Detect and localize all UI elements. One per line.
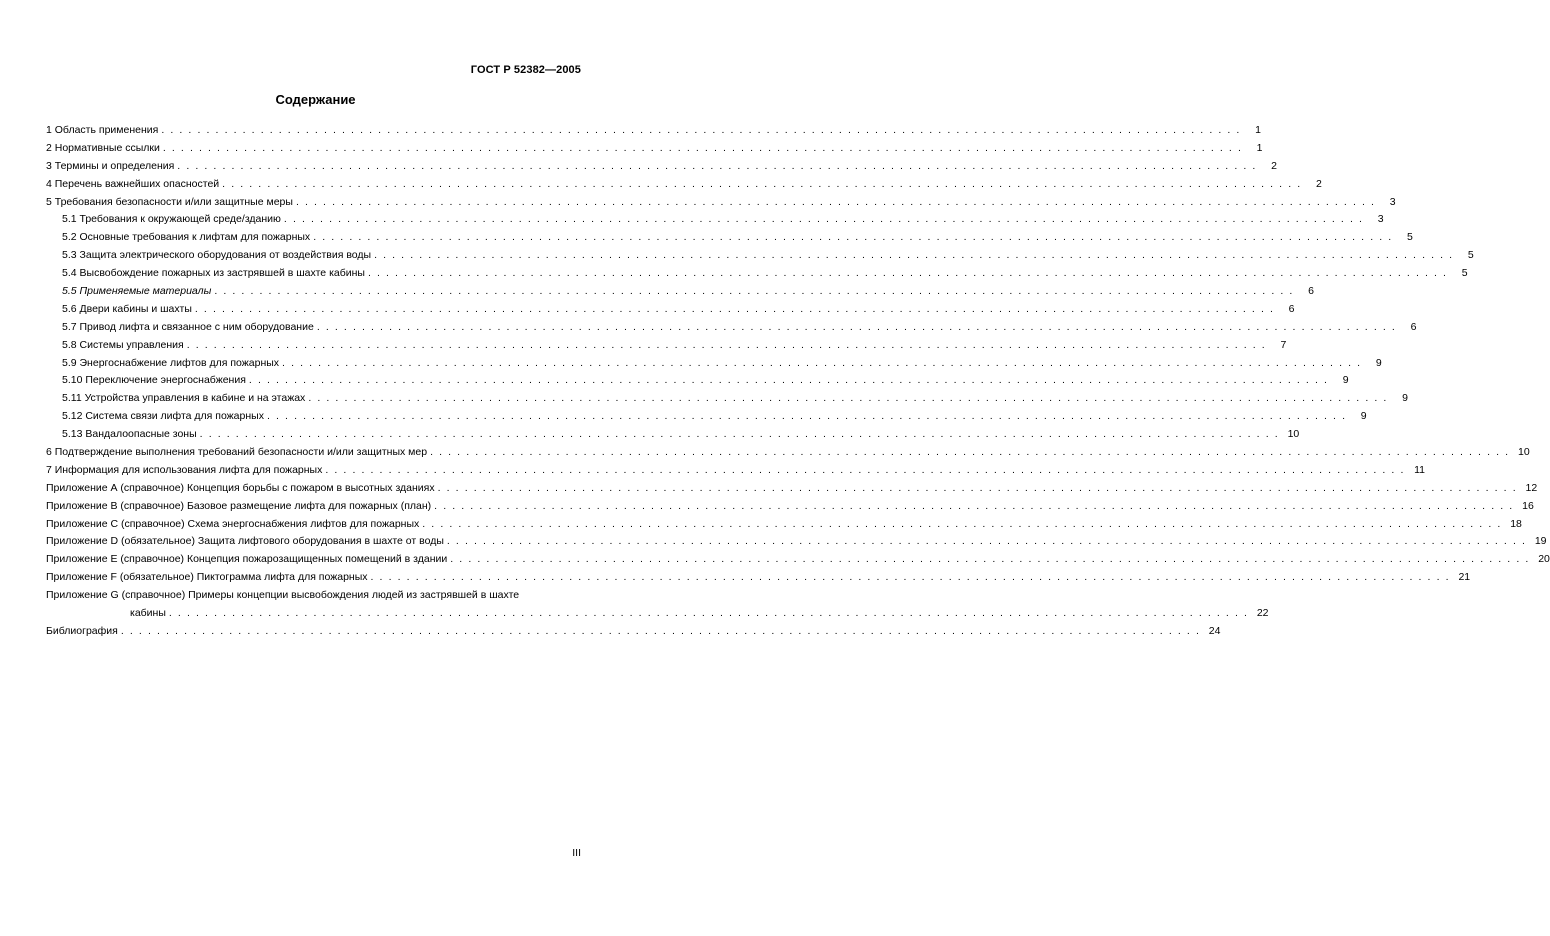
toc-leader-dots: . . . . . . . . . . . . . . . . . . . . . . . . . . . . . . . . . . . . . . . . . . . . . . . . . . . . . . . . . . . . . . . . . . . . . . . . . . . . . . . . . . . . . . . . . . . . . . . . . . . . . . . . . . . . . . . . . . . . . . . .: [308, 392, 1388, 405]
toc-entry-page: 22: [1256, 607, 1269, 620]
toc-leader-dots: . . . . . . . . . . . . . . . . . . . . . . . . . . . . . . . . . . . . . . . . . . . . . . . . . . . . . . . . . . . . . . . . . . . . . . . . . . . . . . . . . . . . . . . . . . . . . . . . . . . . . . . . . . . . . . . . . . . . . . . .: [194, 302, 1275, 315]
toc-entry-page: 5: [1406, 231, 1413, 244]
toc-entry-label: 5.5 Применяемые материалы: [62, 285, 212, 298]
toc-entry-label: 6 Подтверждение выполнения требований безопасности и/или защитных мер: [46, 446, 428, 459]
toc-subentry: [46, 390, 1408, 408]
document-id: ГОСТ Р 52382—2005: [470, 64, 581, 76]
toc-entry-label: Приложение D (обязательное) Защита лифтового оборудования в шахте от воды: [46, 535, 444, 548]
toc-entry-page: 5: [1461, 267, 1468, 280]
toc-entry-label: 7 Информация для использования лифта для пожарных: [46, 463, 323, 476]
toc-subentry: [46, 372, 1349, 390]
toc-entry-page: 3: [1389, 195, 1396, 208]
toc-entry-page: 6: [1410, 320, 1417, 333]
toc-entry-label: 5.4 Высвобождение пожарных из застрявшей в шахте кабины: [62, 267, 365, 280]
toc-entry-page: 9: [1375, 356, 1382, 369]
toc-entry-label: 3 Термины и определения: [46, 159, 175, 172]
toc-entry-label-continuation: кабины: [130, 607, 166, 620]
toc-entry: [46, 623, 1221, 641]
toc-entry-label: 5.8 Системы управления: [62, 338, 184, 351]
toc-leader-dots: . . . . . . . . . . . . . . . . . . . . . . . . . . . . . . . . . . . . . . . . . . . . . . . . . . . . . . . . . . . . . . . . . . . . . . . . . . . . . . . . . . . . . . . . . . . . . . . . . . . . . . . . . . . . . . . . . . . . . . . .: [214, 285, 1294, 298]
toc-entry: [46, 587, 1269, 623]
toc-entry-page: 9: [1342, 374, 1349, 387]
page-number: III: [572, 847, 581, 859]
toc-entry: [46, 176, 1322, 194]
toc-entry-page: 9: [1360, 410, 1367, 423]
toc-entry-page: 3: [1377, 213, 1384, 226]
toc-entry: [46, 533, 1547, 551]
toc-leader-dots: . . . . . . . . . . . . . . . . . . . . . . . . . . . . . . . . . . . . . . . . . . . . . . . . . . . . . . . . . . . . . . . . . . . . . . . . . . . . . . . . . . . . . . . . . . . . . . . . . . . . . . . . . . . . . . . . . . . . . . . .: [422, 517, 1502, 530]
toc-entry-page: 9: [1402, 392, 1408, 405]
toc-leader-dots: . . . . . . . . . . . . . . . . . . . . . . . . . . . . . . . . . . . . . . . . . . . . . . . . . . . . . . . . . . . . . . . . . . . . . . . . . . . . . . . . . . . . . . . . . . . . . . . . . . . . . . . . . . . . . . . . . . . . . . . .: [446, 535, 1527, 548]
toc-entry-page: 2: [1315, 177, 1322, 190]
toc-entry-page: 10: [1287, 428, 1300, 441]
toc-subentry: [46, 408, 1367, 426]
toc-entry-label: Приложение С (справочное) Схема энергоснабжения лифтов для пожарных: [46, 517, 420, 530]
toc-entry-label: 5.6 Двери кабины и шахты: [62, 302, 192, 315]
toc-leader-dots: . . . . . . . . . . . . . . . . . . . . . . . . . . . . . . . . . . . . . . . . . . . . . . . . . . . . . . . . . . . . . . . . . . . . . . . . . . . . . . . . . . . . . . . . . . . . . . . . . . . . . . . . . . . . . . . . . . . . . . . .: [374, 249, 1454, 262]
toc-leader-dots: . . . . . . . . . . . . . . . . . . . . . . . . . . . . . . . . . . . . . . . . . . . . . . . . . . . . . . . . . . . . . . . . . . . . . . . . . . . . . . . . . . . . . . . . . . . . . . . . . . . . . . . . . . . . . . . . . . . . . . . .: [282, 356, 1362, 369]
toc-entry-label: Приложение G (справочное) Примеры концепции высвобождения людей из застрявшей в шахте: [46, 589, 520, 602]
toc-entry-page: 19: [1534, 535, 1547, 548]
toc-entry-page: 18: [1510, 517, 1522, 530]
toc-entry-page: 6: [1288, 302, 1295, 315]
toc-entry-page: 10: [1518, 446, 1530, 459]
toc-leader-dots: . . . . . . . . . . . . . . . . . . . . . . . . . . . . . . . . . . . . . . . . . . . . . . . . . . . . . . . . . . . . . . . . . . . . . . . . . . . . . . . . . . . . . . . . . . . . . . . . . . . . . . . . . . . . . . . . . . . . . . . .: [248, 374, 1329, 387]
toc-leader-dots: . . . . . . . . . . . . . . . . . . . . . . . . . . . . . . . . . . . . . . . . . . . . . . . . . . . . . . . . . . . . . . . . . . . . . . . . . . . . . . . . . . . . . . . . . . . . . . . . . . . . . . . . . . . . . . . . . . . . . . . .: [222, 177, 1302, 190]
toc-entry-page: 21: [1458, 571, 1471, 584]
page-title: Содержание: [275, 92, 356, 107]
toc-entry-page: 6: [1308, 285, 1314, 298]
toc-leader-dots: . . . . . . . . . . . . . . . . . . . . . . . . . . . . . . . . . . . . . . . . . . . . . . . . . . . . . . . . . . . . . . . . . . . . . . . . . . . . . . . . . . . . . . . . . . . . . . . . . . . . . . . . . . . . . . . . . . . . . . . .: [283, 213, 1364, 226]
toc-entry-page: 2: [1271, 159, 1277, 172]
toc-leader-dots: . . . . . . . . . . . . . . . . . . . . . . . . . . . . . . . . . . . . . . . . . . . . . . . . . . . . . . . . . . . . . . . . . . . . . . . . . . . . . . . . . . . . . . . . . . . . . . . . . . . . . . . . . . . . . . . . . . . . . . . .: [295, 195, 1376, 208]
toc-entry-label: 5.1 Требования к окружающей среде/зданию: [62, 213, 281, 226]
toc-leader-dots: . . . . . . . . . . . . . . . . . . . . . . . . . . . . . . . . . . . . . . . . . . . . . . . . . . . . . . . . . . . . . . . . . . . . . . . . . . . . . . . . . . . . . . . . . . . . . . . . . . . . . . . . . . . . . . . . . . . . . . . .: [450, 553, 1530, 566]
toc-entry: [46, 444, 1530, 462]
toc-entry-page: 20: [1538, 553, 1550, 566]
toc-entry-label: 5.10 Переключение энергоснабжения: [62, 374, 246, 387]
toc-entry-label: 2 Нормативные ссылки: [46, 141, 160, 154]
toc-subentry: [46, 301, 1295, 319]
toc-entry: [46, 551, 1550, 569]
toc-entry-label: Приложение А (справочное) Концепция борьбы с пожаром в высотных зданиях: [46, 481, 435, 494]
toc-subentry: [46, 211, 1384, 229]
toc-entry: [46, 498, 1534, 516]
toc-entry-page: 12: [1525, 481, 1538, 494]
toc-entry-label: Приложение Е (справочное) Концепция пожарозащищенных помещений в здании: [46, 553, 448, 566]
toc-entry-label: Библиография: [46, 624, 118, 637]
toc-entry-label: 5.13 Вандалоопасные зоны: [62, 428, 197, 441]
toc-leader-dots: . . . . . . . . . . . . . . . . . . . . . . . . . . . . . . . . . . . . . . . . . . . . . . . . . . . . . . . . . . . . . . . . . . . . . . . . . . . . . . . . . . . . . . . . . . . . . . . . . . . . . . . . . . . . . . . . . . . . . . . .: [199, 428, 1280, 441]
toc-entry-page: 1: [1255, 124, 1261, 136]
toc-subentry: [46, 426, 1300, 444]
toc-entry-label: 5.9 Энергоснабжение лифтов для пожарных: [62, 356, 280, 369]
toc-subentry: [46, 355, 1382, 373]
toc-leader-dots: . . . . . . . . . . . . . . . . . . . . . . . . . . . . . . . . . . . . . . . . . . . . . . . . . . . . . . . . . . . . . . . . . . . . . . . . . . . . . . . . . . . . . . . . . . . . . . . . . . . . . . . . . . . . . . . . . . . . . . . .: [325, 463, 1405, 476]
toc-entry: [46, 480, 1538, 498]
toc-entry: [46, 194, 1396, 212]
toc-leader-dots: . . . . . . . . . . . . . . . . . . . . . . . . . . . . . . . . . . . . . . . . . . . . . . . . . . . . . . . . . . . . . . . . . . . . . . . . . . . . . . . . . . . . . . . . . . . . . . . . . . . . . . . . . . . . . . . . . . . . . . . .: [313, 231, 1393, 244]
toc-entry: [46, 140, 1263, 158]
toc-subentry: [46, 319, 1417, 337]
toc-subentry: [46, 229, 1413, 247]
toc-entry-page: 5: [1467, 249, 1474, 262]
toc-entry-page: 16: [1522, 499, 1534, 512]
toc-entry-page: 1: [1256, 141, 1263, 154]
toc-entry-label: 5.11 Устройства управления в кабине и на этажах: [62, 392, 306, 405]
toc-entry: [46, 122, 1261, 140]
toc-entry-label: 1 Область применения: [46, 124, 159, 136]
toc-leader-dots: . . . . . . . . . . . . . . . . . . . . . . . . . . . . . . . . . . . . . . . . . . . . . . . . . . . . . . . . . . . . . . . . . . . . . . . . . . . . . . . . . . . . . . . . . . . . . . . . . . . . . . . . . . . . . . . . . . . . . . . .: [161, 124, 1241, 136]
toc-entry-page: 7: [1280, 338, 1287, 351]
toc-entry: [46, 158, 1277, 176]
toc-leader-dots: . . . . . . . . . . . . . . . . . . . . . . . . . . . . . . . . . . . . . . . . . . . . . . . . . . . . . . . . . . . . . . . . . . . . . . . . . . . . . . . . . . . . . . . . . . . . . . . . . . . . . . . . . . . . . . . . . . . . . . . .: [430, 446, 1510, 459]
toc-leader-dots: . . . . . . . . . . . . . . . . . . . . . . . . . . . . . . . . . . . . . . . . . . . . . . . . . . . . . . . . . . . . . . . . . . . . . . . . . . . . . . . . . . . . . . . . . . . . . . . . . . . . . . . . . . . . . . . . . . . . . . . .: [186, 338, 1267, 351]
toc-subentry: [46, 283, 1314, 301]
toc-subentry: [46, 337, 1287, 355]
toc-entry-label: 4 Перечень важнейших опасностей: [46, 177, 220, 190]
toc-entry-label: 5.12 Система связи лифта для пожарных: [62, 410, 264, 423]
toc-entry-label: 5.2 Основные требования к лифтам для пожарных: [62, 231, 311, 244]
toc-entry-label: 5.7 Привод лифта и связанное с ним оборудование: [62, 320, 314, 333]
toc-entry-page: 24: [1208, 624, 1221, 637]
toc-leader-dots: . . . . . . . . . . . . . . . . . . . . . . . . . . . . . . . . . . . . . . . . . . . . . . . . . . . . . . . . . . . . . . . . . . . . . . . . . . . . . . . . . . . . . . . . . . . . . . . . . . . . . . . . . . . . . . . . . . . . . . . .: [120, 624, 1201, 637]
toc-subentry: [46, 247, 1474, 265]
toc-leader-dots: . . . . . . . . . . . . . . . . . . . . . . . . . . . . . . . . . . . . . . . . . . . . . . . . . . . . . . . . . . . . . . . . . . . . . . . . . . . . . . . . . . . . . . . . . . . . . . . . . . . . . . . . . . . . . . . . . . . . . . . .: [434, 499, 1514, 512]
toc-entry-label: Приложение F (обязательное) Пиктограмма лифта для пожарных: [46, 571, 368, 584]
toc-entry-page: 11: [1414, 463, 1425, 476]
toc-entry: [46, 462, 1425, 480]
toc-leader-dots: . . . . . . . . . . . . . . . . . . . . . . . . . . . . . . . . . . . . . . . . . . . . . . . . . . . . . . . . . . . . . . . . . . . . . . . . . . . . . . . . . . . . . . . . . . . . . . . . . . . . . . . . . . . . . . . . . . . . . . . .: [168, 607, 1249, 620]
toc-entry-label: Приложение В (справочное) Базовое размещение лифта для пожарных (план): [46, 499, 432, 512]
toc-leader-dots: . . . . . . . . . . . . . . . . . . . . . . . . . . . . . . . . . . . . . . . . . . . . . . . . . . . . . . . . . . . . . . . . . . . . . . . . . . . . . . . . . . . . . . . . . . . . . . . . . . . . . . . . . . . . . . . . . . . . . . . .: [316, 320, 1397, 333]
toc-entry-label: 5 Требования безопасности и/или защитные меры: [46, 195, 293, 208]
toc-subentry: [46, 265, 1468, 283]
toc-leader-dots: . . . . . . . . . . . . . . . . . . . . . . . . . . . . . . . . . . . . . . . . . . . . . . . . . . . . . . . . . . . . . . . . . . . . . . . . . . . . . . . . . . . . . . . . . . . . . . . . . . . . . . . . . . . . . . . . . . . . . . . .: [367, 267, 1448, 280]
toc-entry: [46, 569, 1471, 587]
toc-leader-dots: . . . . . . . . . . . . . . . . . . . . . . . . . . . . . . . . . . . . . . . . . . . . . . . . . . . . . . . . . . . . . . . . . . . . . . . . . . . . . . . . . . . . . . . . . . . . . . . . . . . . . . . . . . . . . . . . . . . . . . . .: [437, 481, 1518, 494]
table-of-contents: [46, 122, 1550, 641]
toc-leader-dots: . . . . . . . . . . . . . . . . . . . . . . . . . . . . . . . . . . . . . . . . . . . . . . . . . . . . . . . . . . . . . . . . . . . . . . . . . . . . . . . . . . . . . . . . . . . . . . . . . . . . . . . . . . . . . . . . . . . . . . . .: [266, 410, 1347, 423]
toc-entry: [46, 516, 1522, 534]
toc-entry-label: 5.3 Защита электрического оборудования от воздействия воды: [62, 249, 372, 262]
toc-leader-dots: . . . . . . . . . . . . . . . . . . . . . . . . . . . . . . . . . . . . . . . . . . . . . . . . . . . . . . . . . . . . . . . . . . . . . . . . . . . . . . . . . . . . . . . . . . . . . . . . . . . . . . . . . . . . . . . . . . . . . . . .: [162, 141, 1243, 154]
toc-leader-dots: . . . . . . . . . . . . . . . . . . . . . . . . . . . . . . . . . . . . . . . . . . . . . . . . . . . . . . . . . . . . . . . . . . . . . . . . . . . . . . . . . . . . . . . . . . . . . . . . . . . . . . . . . . . . . . . . . . . . . . . .: [177, 159, 1257, 172]
toc-leader-dots: . . . . . . . . . . . . . . . . . . . . . . . . . . . . . . . . . . . . . . . . . . . . . . . . . . . . . . . . . . . . . . . . . . . . . . . . . . . . . . . . . . . . . . . . . . . . . . . . . . . . . . . . . . . . . . . . . . . . . . . .: [370, 571, 1451, 584]
